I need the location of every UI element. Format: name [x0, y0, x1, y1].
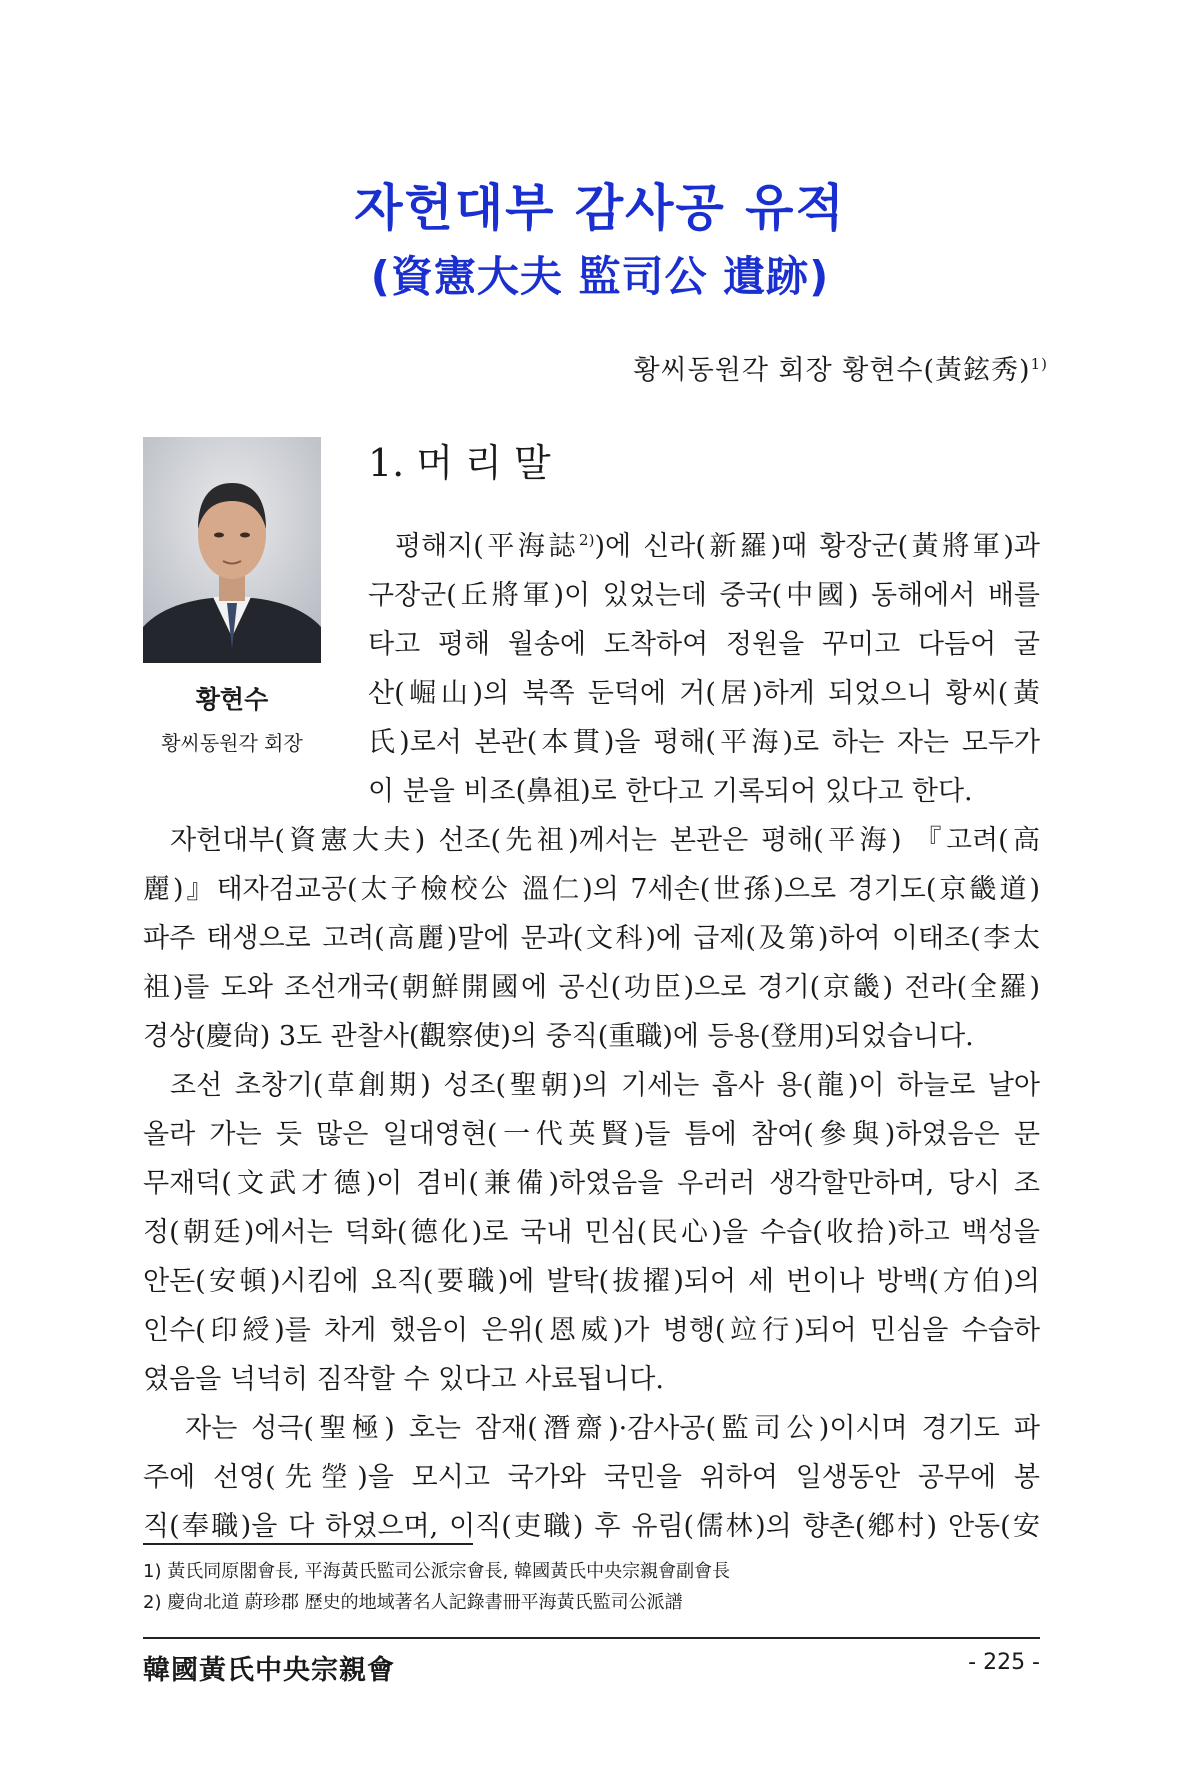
author-footnote-mark: 1) — [1030, 355, 1048, 373]
text-segment: )에 신라(新羅)때 황장군(黃將軍)과 — [594, 531, 1040, 562]
footnote-1: 1) 黃氏同原閣會長, 平海黃氏監司公派宗會長, 韓國黃氏中央宗親會副會長 — [143, 1561, 731, 1582]
footnote-2: 2) 慶尙北道 蔚珍郡 歷史的地域著名人記錄書冊平海黃氏監司公派譜 — [143, 1592, 683, 1613]
text-line — [395, 529, 1040, 565]
footer-divider — [143, 1637, 1040, 1639]
text-line: 자는 성극(聖極) 호는 잠재(潛齋)·감사공(監司公)이시며 경기도 파 — [185, 1413, 1040, 1444]
portrait-illustration — [143, 437, 321, 663]
portrait-caption-name: 황현수 — [195, 685, 269, 714]
text-line: 안돈(安頓)시킴에 요직(要職)에 발탁(拔擢)되어 세 번이나 방백(方伯)의 — [143, 1266, 1040, 1297]
text-line: 직(奉職)을 다 하였으며, 이직(吏職) 후 유림(儒林)의 향촌(鄕村) 안동(安 — [143, 1511, 1040, 1542]
section-heading: 1. 머 리 말 — [368, 441, 551, 485]
text-line: 파주 태생으로 고려(高麗)말에 문과(文科)에 급제(及第)하여 이태조(李太 — [143, 923, 1040, 954]
page-number: - 225 - — [968, 1650, 1040, 1675]
text-line: 무재덕(文武才德)이 겸비(兼備)하였음을 우러러 생각할만하며, 당시 조 — [143, 1168, 1040, 1199]
text-line: 구장군(丘將軍)이 있었는데 중국(中國) 동해에서 배를 — [368, 580, 1040, 611]
author-text: 황씨동원각 회장 황현수(黃鉉秀) — [633, 355, 1031, 386]
page-subtitle-hanja: (資憲大夫 監司公 遺跡) — [370, 252, 830, 301]
text-line: 麗)』태자검교공(太子檢校公 溫仁)의 7세손(世孫)으로 경기도(京畿道) — [143, 874, 1040, 905]
text-line: 올라 가는 듯 많은 일대영현(一代英賢)들 틈에 참여(參與)하였음은 문 — [143, 1119, 1040, 1150]
page-title: 자헌대부 감사공 유적 — [354, 179, 846, 237]
footnote-divider — [143, 1543, 473, 1545]
portrait-caption-role: 황씨동원각 회장 — [161, 731, 303, 755]
text-segment: 평해지(平海誌 — [395, 531, 580, 562]
author-byline — [634, 348, 1048, 387]
text-line: 氏)로서 본관(本貫)을 평해(平海)로 하는 자는 모두가 — [368, 727, 1040, 758]
text-line: 였음을 넉넉히 짐작할 수 있다고 사료됩니다. — [143, 1364, 664, 1395]
text-line: 경상(慶尙) 3도 관찰사(觀察使)의 중직(重職)에 등용(登用)되었습니다. — [143, 1021, 974, 1052]
text-line: 주에 선영(先塋)을 모시고 국가와 국민을 위하여 일생동안 공무에 봉 — [143, 1462, 1040, 1493]
text-line: 祖)를 도와 조선개국(朝鮮開國에 공신(功臣)으로 경기(京畿) 전라(全羅) — [143, 972, 1040, 1003]
text-line: 자헌대부(資憲大夫) 선조(先祖)께서는 본관은 평해(平海) 『고려(高 — [170, 825, 1040, 856]
footnote-mark: 2) — [579, 531, 595, 549]
text-line: 산(崛山)의 북쪽 둔덕에 거(居)하게 되었으니 황씨(黃 — [368, 678, 1040, 709]
text-line: 이 분을 비조(鼻祖)로 한다고 기록되어 있다고 한다. — [368, 776, 973, 807]
text-line: 정(朝廷)에서는 덕화(德化)로 국내 민심(民心)을 수습(收拾)하고 백성을 — [143, 1217, 1040, 1248]
footer-organization: 韓國黃氏中央宗親會 — [143, 1655, 395, 1686]
text-line: 인수(印綬)를 차게 했음이 은위(恩威)가 병행(竝行)되어 민심을 수습하 — [143, 1315, 1040, 1346]
author-portrait — [143, 437, 321, 663]
text-line: 타고 평해 월송에 도착하여 정원을 꾸미고 다듬어 굴 — [368, 629, 1040, 660]
text-line: 조선 초창기(草創期) 성조(聖朝)의 기세는 흡사 용(龍)이 하늘로 날아 — [170, 1070, 1040, 1101]
